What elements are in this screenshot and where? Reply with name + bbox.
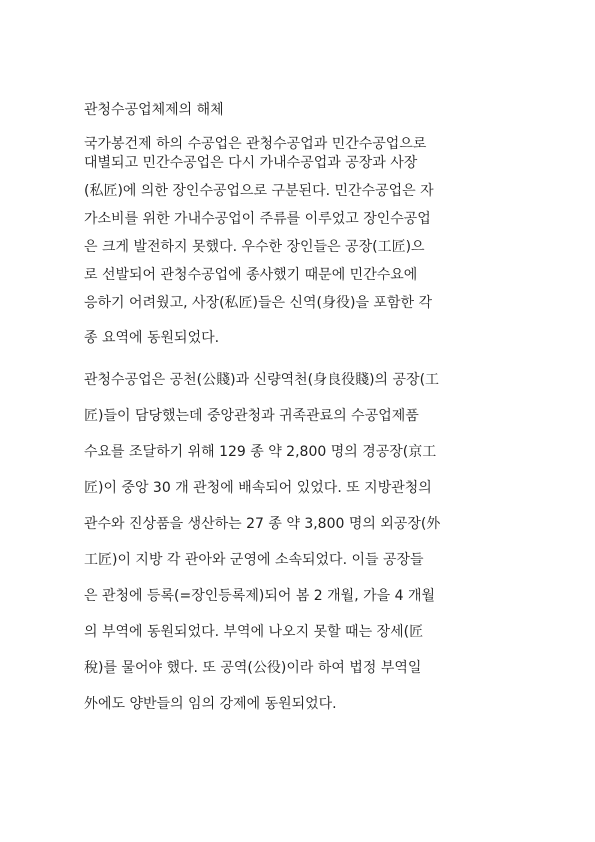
paragraph-line: (私匠)에 의한 장인수공업으로 구분된다. 민간수공업은 자 — [84, 183, 434, 199]
paragraph-line: 종 요역에 동원되었다. — [84, 330, 220, 346]
paragraph-line: 국가봉건제 하의 수공업은 관청수공업과 민간수공업으로 — [84, 136, 427, 152]
paragraph-2 — [84, 371, 524, 713]
paragraph-line: 稅)를 물어야 했다. 또 공역(公役)이라 하여 법정 부역일 — [84, 660, 422, 676]
paragraph-line: 수요를 조달하기 위해 129 종 약 2,800 명의 경공장(京工 — [84, 444, 437, 460]
paragraph-line: 匠)들이 담당했는데 중앙관청과 귀족관료의 수공업제품 — [84, 408, 419, 424]
paragraph-line: 관수와 진상품을 생산하는 27 종 약 3,800 명의 외공장(外 — [84, 516, 441, 532]
paragraph-line: 은 관청에 등록(=장인등록제)되어 봄 2 개월, 가을 4 개월 — [84, 588, 435, 604]
paragraph-line: 관청수공업은 공천(公賤)과 신량역천(身良役賤)의 공장(工 — [84, 372, 440, 388]
paragraph-line: 外에도 양반들의 임의 강제에 동원되었다. — [84, 696, 337, 712]
paragraph-line: 의 부역에 동원되었다. 부역에 나오지 못할 때는 장세(匠 — [84, 624, 424, 640]
paragraph-line: 匠)이 중앙 30 개 관청에 배속되어 있었다. 또 지방관청의 — [84, 480, 432, 496]
paragraph-line: 工匠)이 지방 각 관아와 군영에 소속되었다. 이들 공장들 — [84, 552, 424, 568]
paragraph-line: 가소비를 위한 가내수공업이 주류를 이루었고 장인수공업 — [84, 211, 431, 227]
paragraph-line: 로 선발되어 관청수공업에 종사했기 때문에 민간수요에 — [84, 267, 418, 283]
paragraph-line: 응하기 어려웠고, 사장(私匠)들은 신역(身役)을 포함한 각 — [84, 295, 432, 311]
section-title: 관청수공업체제의 해체 — [84, 102, 224, 118]
paragraph-line: 대별되고 민간수공업은 다시 가내수공업과 공장과 사장 — [84, 155, 418, 171]
paragraph-line: 은 크게 발전하지 못했다. 우수한 장인들은 공장(工匠)으 — [84, 239, 425, 255]
paragraph-1 — [84, 135, 524, 347]
